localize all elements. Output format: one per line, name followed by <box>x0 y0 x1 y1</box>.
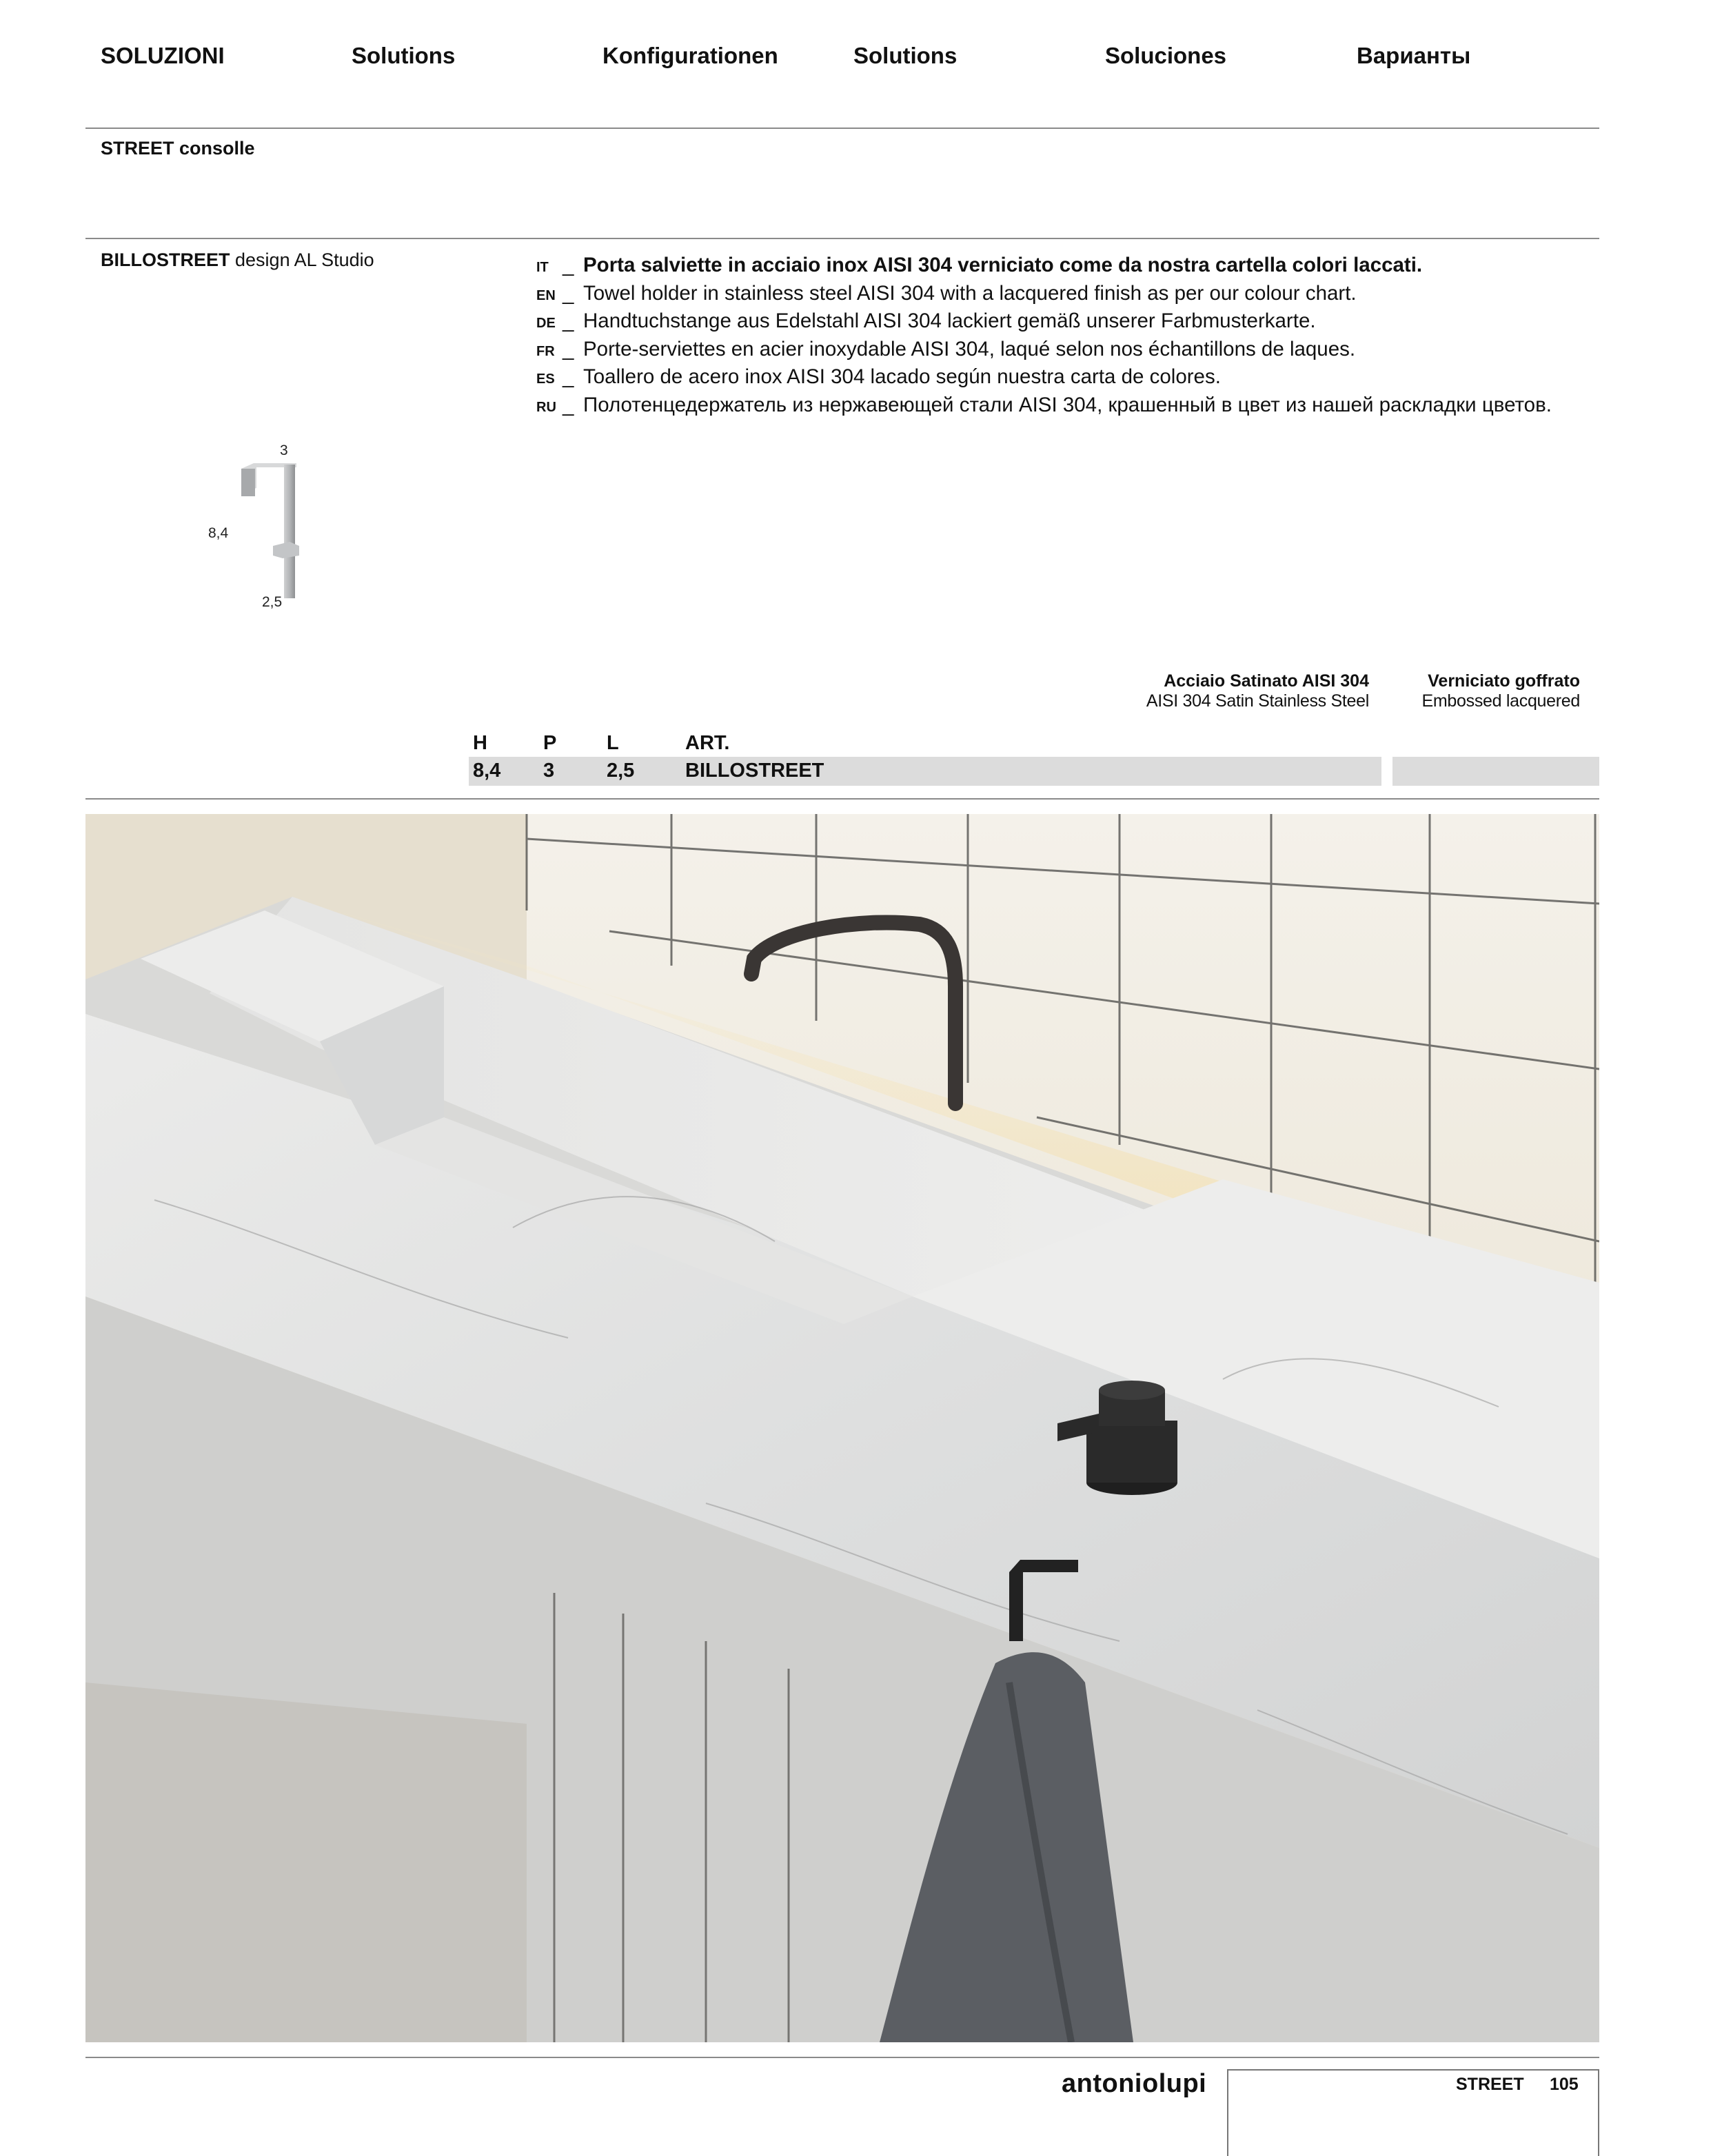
lang-code: DE <box>536 316 556 331</box>
divider <box>85 238 1599 239</box>
finish-satin-steel <box>1075 671 1369 711</box>
cell-l: 2,5 <box>607 760 635 782</box>
cell-art: BILLOSTREET <box>685 760 824 782</box>
finish-cell-bar <box>1392 757 1599 786</box>
cell-p: 3 <box>543 760 555 782</box>
dimension-top: 3 <box>280 443 288 458</box>
finish-subtitle: AISI 304 Satin Stainless Steel <box>1146 691 1369 711</box>
product-name-label: BILLOSTREET <box>101 250 230 270</box>
col-header-l: L <box>607 732 619 754</box>
dash: _ <box>563 281 574 305</box>
description-row-de <box>536 309 1598 338</box>
divider <box>85 128 1599 129</box>
bathroom-scene-illustration <box>85 814 1599 2042</box>
lang-code: RU <box>536 399 556 415</box>
description-text: Porta salviette in acciaio inox AISI 304 verniciato come da nostra cartella colori laccati. <box>583 254 1423 276</box>
divider <box>85 2057 1599 2058</box>
towel-holder-illustration <box>227 455 317 600</box>
divider <box>85 798 1599 800</box>
description-row-es <box>536 365 1598 394</box>
header-lang-fr: Solutions <box>853 43 958 68</box>
col-header-h: H <box>473 732 487 754</box>
dimension-left: 8,4 <box>208 525 229 541</box>
lang-code: ES <box>536 372 555 387</box>
description-text: Полотенцедержатель из нержавеющей стали AISI 304, крашенный в цвет из нашей раскладки цветов. <box>583 393 1552 416</box>
footer-box <box>1227 2069 1599 2156</box>
col-header-p: P <box>543 732 557 754</box>
finish-embossed-lacquer <box>1379 671 1580 711</box>
dash: _ <box>563 309 574 332</box>
page-number: 105 <box>1550 2075 1579 2094</box>
finish-subtitle: Embossed lacquered <box>1421 691 1580 711</box>
header-lang-de: Konfigurationen <box>602 43 778 68</box>
product-designer: design AL Studio <box>235 250 374 270</box>
description-row-fr <box>536 338 1598 366</box>
description-text: Toallero de acero inox AISI 304 lacado según nuestra carta de colores. <box>583 365 1221 388</box>
dash: _ <box>563 254 574 276</box>
header-lang-it: SOLUZIONI <box>101 43 225 68</box>
lang-code: EN <box>536 287 556 303</box>
description-row-ru <box>536 394 1598 422</box>
description-row-en <box>536 282 1598 310</box>
description-text: Handtuchstange aus Edelstahl AISI 304 lackiert gemäß unserer Farbmusterkarte. <box>583 309 1316 332</box>
dash: _ <box>563 337 574 360</box>
description-text: Towel holder in stainless steel AISI 304 with a lacquered finish as per our colour chart. <box>583 281 1357 305</box>
brand-logo: antoniolupi <box>1062 2069 1207 2098</box>
description-row-it <box>536 254 1598 282</box>
dash: _ <box>563 393 574 416</box>
product-descriptions <box>536 254 1598 421</box>
footer-collection: STREET <box>1456 2075 1524 2094</box>
product-photo <box>85 814 1599 2042</box>
cell-h: 8,4 <box>473 760 501 782</box>
lang-code: FR <box>536 343 555 359</box>
header-lang-ru: Варианты <box>1357 43 1471 68</box>
dimension-bottom: 2,5 <box>262 594 283 610</box>
finish-title: Verniciato goffrato <box>1428 671 1580 691</box>
table-row-bar <box>469 757 1381 786</box>
dash: _ <box>563 365 574 388</box>
section-title: STREET consolle <box>101 138 255 159</box>
col-header-art: ART. <box>685 732 730 754</box>
header-lang-en: Solutions <box>352 43 456 68</box>
description-text: Porte-serviettes en acier inoxydable AISI 304, laqué selon nos échantillons de laques. <box>583 337 1356 360</box>
product-name <box>101 250 374 271</box>
lang-code: IT <box>536 260 549 275</box>
header-lang-es: Soluciones <box>1105 43 1227 68</box>
finish-title: Acciaio Satinato AISI 304 <box>1164 671 1369 691</box>
